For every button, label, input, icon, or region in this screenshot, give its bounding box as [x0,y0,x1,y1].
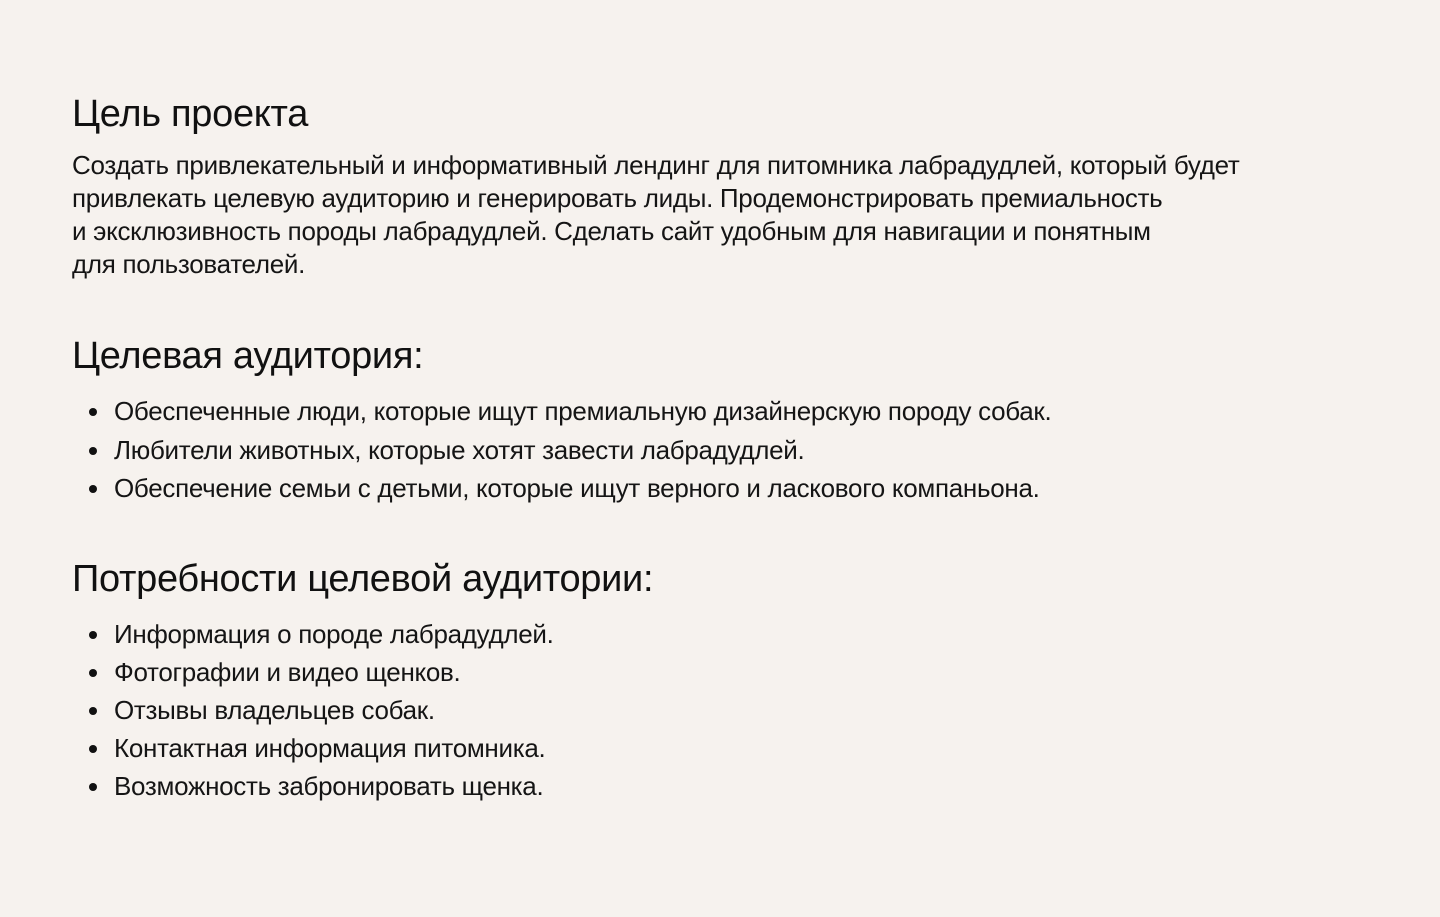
bullet-dot-icon [89,783,97,791]
paragraph-line: привлекать целевую аудиторию и генерировать лиды. Продемонстрировать премиальность [72,183,1163,213]
list-item [72,729,1332,767]
bullet-dot-icon [89,669,97,677]
list-item [72,431,1332,470]
bullet-dot-icon [89,447,97,455]
list-item [72,653,1332,691]
bullet-dot-icon [89,408,97,416]
list-item [72,615,1332,653]
list-item-text: Обеспечение семьи с детьми, которые ищут верного и ласкового компаньона. [114,473,1040,503]
project-goal-paragraph [72,149,1332,281]
list-item [72,691,1332,729]
list-item [72,767,1332,805]
audience-needs-list [72,615,1332,805]
project-goal-section [72,92,1332,281]
list-item-text: Отзывы владельцев собак. [114,694,435,725]
project-goal-title: Цель проекта [72,93,309,135]
list-item-text: Возможность забронировать щенка. [114,770,544,801]
document-content [72,92,1332,805]
bullet-dot-icon [89,745,97,753]
target-audience-section [72,334,1332,508]
list-item-text: Обеспеченные люди, которые ищут премиальную дизайнерскую породу собак. [114,396,1052,426]
target-audience-list [72,392,1332,508]
list-item-text: Информация о породе лабрадудлей. [114,618,554,649]
list-item [72,469,1332,508]
bullet-dot-icon [89,707,97,715]
bullet-dot-icon [89,631,97,639]
paragraph-line: для пользователей. [72,249,306,279]
list-item-text: Контактная информация питомника. [114,732,546,763]
paragraph-line: и эксклюзивность породы лабрадудлей. Сделать сайт удобным для навигации и понятным [72,216,1151,246]
audience-needs-section [72,557,1332,805]
list-item-text: Фотографии и видео щенков. [114,656,461,687]
list-item-text: Любители животных, которые хотят завести лабрадудлей. [114,434,805,465]
target-audience-title: Целевая аудитория: [72,335,424,377]
list-item [72,392,1332,431]
bullet-dot-icon [89,485,97,493]
audience-needs-title: Потребности целевой аудитории: [72,557,654,600]
paragraph-line: Создать привлекательный и информативный лендинг для питомника лабрадудлей, который будет [72,150,1240,180]
